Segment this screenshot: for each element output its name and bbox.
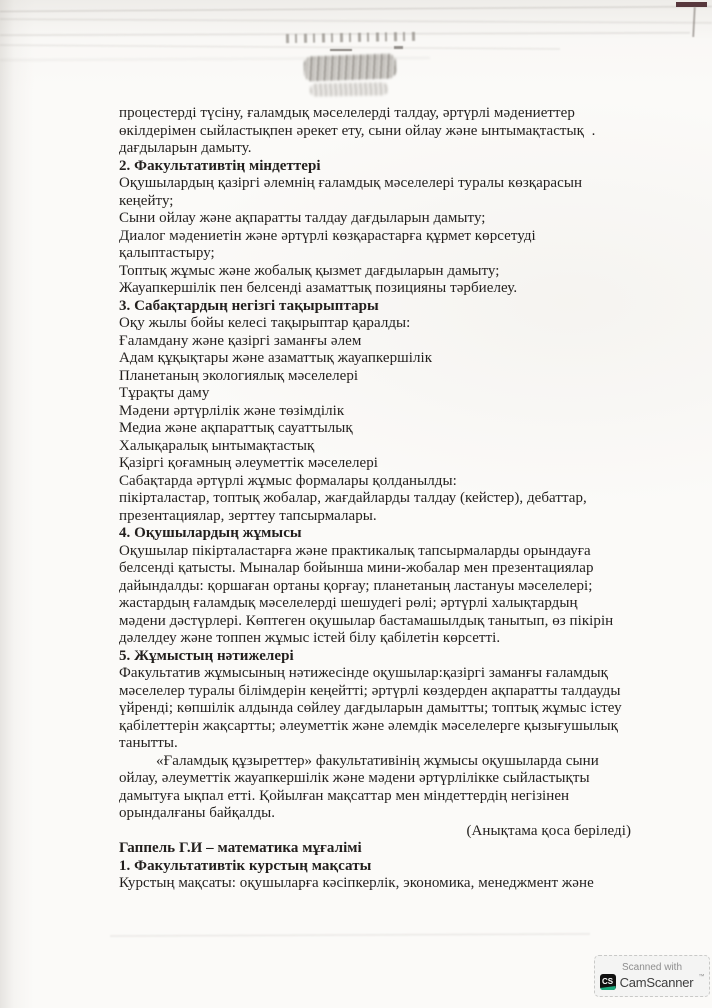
scan-noise-dash xyxy=(330,49,352,51)
document-text-block xyxy=(119,105,631,893)
trademark-symbol: ™ xyxy=(698,974,705,980)
document-line: дәлелдеу және топпен жұмыс істей білу қабілетін көрсетті. xyxy=(119,630,501,646)
scan-noise-streak xyxy=(110,933,590,937)
document-line: Гаппель Г.И – математика мұғалімі xyxy=(119,840,362,856)
document-line: Халықаралық ынтымақтастық xyxy=(119,437,315,454)
document-line: 1. Факультативтік курстың мақсаты xyxy=(119,857,372,874)
document-line: жастардың ғаламдық мәселелерді шешудегі рөлі; әртүрлі халықтардың xyxy=(119,595,578,611)
scan-noise-marks xyxy=(286,32,416,43)
document-line: Курстың мақсаты: оқушыларға кәсіпкерлік, экономика, менеджмент және xyxy=(119,875,594,891)
document-line: Планетаның экологиялық мәселелері xyxy=(119,367,359,384)
scan-noise-streak xyxy=(0,44,560,50)
document-line: Мәдени әртүрлілік және төзімділік xyxy=(119,402,345,419)
document-line: Факультатив жұмысының нәтижесінде оқушылар:қазіргі заманғы ғаламдық xyxy=(119,665,608,681)
document-line: Медиа және ақпараттық сауаттылық xyxy=(119,420,353,436)
document-line: қабілеттерін жақсартты; әлеуметтік және әлемдік мәселелерге қызығушылық xyxy=(119,717,618,734)
document-line: 2. Факультативтің міндеттері xyxy=(119,157,321,174)
page-number-seven-mark xyxy=(676,2,707,7)
scan-noise-streak xyxy=(0,18,712,24)
document-line: дамытуға ықпал етті. Қойылған мақсаттар мен міндеттердің негізінен xyxy=(119,787,570,804)
camscanner-logo-text: CS xyxy=(602,977,614,986)
document-line: Тұрақты даму xyxy=(119,385,210,401)
scan-smudge xyxy=(310,82,388,96)
document-line: пікірталастар, топтық жобалар, жағдайларды талдау (кейстер), дебаттар, xyxy=(119,490,587,506)
scanned-with-label: Scanned with xyxy=(621,962,683,973)
document-line: үйренді; көпшілік алдында сөйлеу дағдыларын дамытты; топтық жұмыс істеу xyxy=(119,700,622,716)
document-line: қалыптастыру; xyxy=(119,245,215,261)
camscanner-brand-row xyxy=(600,974,705,990)
document-line: ойлау, әлеуметтік жауапкершілік және мәдени әртүрлілікке сыйластықты xyxy=(119,770,590,786)
document-line: Қазіргі қоғамның әлеуметтік мәселелері xyxy=(119,455,378,471)
document-line: Оқушылар пікірталастарға және практикалық тапсырмаларды орындауға xyxy=(119,542,591,559)
document-line: (Анықтама қоса беріледі) xyxy=(466,822,631,839)
page-number-seven-mark xyxy=(692,7,696,37)
document-line: мәселелер туралы білімдерін кеңейтті; әртүрлі көздерден ақпаратты талдауды xyxy=(119,682,621,699)
document-line: Ғаламдану және қазіргі заманғы әлем xyxy=(119,332,362,349)
scan-smudge xyxy=(304,53,397,81)
camscanner-logo-icon xyxy=(600,974,616,990)
document-line: танытты. xyxy=(119,735,178,751)
document-line: кеңейту; xyxy=(119,192,174,209)
camscanner-brand-label: CamScanner xyxy=(619,974,694,990)
document-line: Топтық жұмыс және жобалық қызмет дағдыларын дамыту; xyxy=(119,262,500,279)
document-line: дағдыларын дамыту. xyxy=(119,140,252,156)
document-line: Оқушылардың қазіргі әлемнің ғаламдық мәселелері туралы көзқарасын xyxy=(119,175,583,191)
document-line: Сыни ойлау және ақпаратты талдау дағдыларын дамыту; xyxy=(119,210,486,226)
document-line: орындалғаны байқалды. xyxy=(119,805,276,821)
document-line: дайындалды: қоршаған ортаны қорғау; планетаның ластануы мәселелері; xyxy=(119,577,593,594)
document-line: Сабақтарда әртүрлі жұмыс формалары қолданылды: xyxy=(119,472,457,489)
scan-noise-dash xyxy=(394,46,403,49)
document-line: Адам құқықтары және азаматтық жауапкершілік xyxy=(119,350,433,366)
document-line: Диалог мәдениетін және әртүрлі көзқарастарға құрмет көрсетуді xyxy=(119,227,536,244)
document-line: белсенді қатысты. Мыналар бойынша мини-жобалар мен презентациялар xyxy=(119,560,594,576)
document-line: Жауапкершілік пен белсенді азаматтық позицияны тәрбиелеу. xyxy=(119,280,518,296)
document-line: 3. Сабақтардың негізгі тақырыптары xyxy=(119,297,379,314)
document-line: презентациялар, зерттеу тапсырмалары. xyxy=(119,507,377,524)
document-line: процестерді түсіну, ғаламдық мәселелерді талдау, әртүрлі мәдениеттер xyxy=(119,105,575,121)
camscanner-badge xyxy=(594,955,710,997)
document-line: 4. Оқушылардың жұмысы xyxy=(119,525,302,541)
document-line: 5. Жұмыстың нәтижелері xyxy=(119,647,294,664)
document-line: Оқу жылы бойы келесі тақырыптар қаралды: xyxy=(119,315,411,331)
document-line: өкілдерімен сыйластықпен әрекет ету, сыни ойлау және ынтымақтастық . xyxy=(119,122,596,139)
document-line: мәдени дәстүрлері. Көптеген оқушылар бастамашылдық танытып, өз пікірін xyxy=(119,612,614,629)
document-line: «Ғаламдық құзыреттер» факультативінің жұмысы оқушыларда сыни xyxy=(156,752,599,769)
scan-noise-streak xyxy=(0,6,712,13)
